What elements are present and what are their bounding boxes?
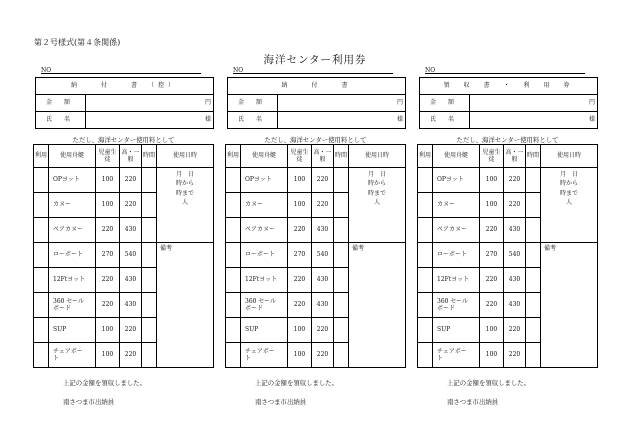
boat-name: 360 セール ボード: [241, 293, 288, 318]
name-label: 氏 名: [36, 112, 86, 129]
child-fee: 220: [288, 268, 312, 293]
receipt-panel-3: [417, 66, 598, 406]
page-title: 海洋センター利用券: [263, 54, 367, 66]
boat-name: SUP: [241, 318, 288, 343]
hours-cell[interactable]: [334, 268, 349, 293]
boat-name: ペアカヌー: [433, 218, 480, 243]
adult-fee: 430: [504, 268, 526, 293]
adult-fee: 220: [504, 318, 526, 343]
no-label: NO: [425, 67, 436, 74]
received-statement: 上記の金額を領収しました。: [63, 379, 147, 387]
hours-cell[interactable]: [142, 243, 157, 268]
col-use: 利用: [34, 145, 49, 168]
use-check-cell[interactable]: [418, 193, 433, 218]
child-fee: 220: [288, 293, 312, 318]
no-label: NO: [41, 67, 52, 74]
name-field[interactable]: 様: [470, 112, 598, 129]
child-fee: 100: [480, 318, 504, 343]
use-check-cell[interactable]: [34, 293, 49, 318]
fee-table: [417, 144, 598, 368]
use-check-cell[interactable]: [34, 318, 49, 343]
col-datetime: 使用日時: [541, 145, 598, 168]
amount-field[interactable]: 円: [278, 95, 406, 112]
adult-fee: 430: [312, 293, 334, 318]
child-fee: 220: [288, 218, 312, 243]
adult-fee: 220: [504, 343, 526, 368]
child-fee: 100: [480, 343, 504, 368]
name-field[interactable]: 様: [278, 112, 406, 129]
child-fee: 220: [480, 293, 504, 318]
boat-name: カヌー: [49, 193, 96, 218]
use-check-cell[interactable]: [226, 268, 241, 293]
received-statement: 上記の金額を領収しました。: [255, 379, 339, 387]
use-check-cell[interactable]: [226, 193, 241, 218]
child-fee: 100: [96, 343, 120, 368]
adult-fee: 220: [312, 318, 334, 343]
boat-name: OPヨット: [241, 168, 288, 193]
col-boat: 使用舟艇: [49, 145, 96, 168]
col-time: 時間: [334, 145, 349, 168]
table-row: [226, 168, 406, 193]
use-check-cell[interactable]: [418, 168, 433, 193]
use-check-cell[interactable]: [226, 243, 241, 268]
header-table: [227, 77, 406, 129]
child-fee: 100: [480, 193, 504, 218]
adult-fee: 430: [312, 268, 334, 293]
child-fee: 100: [480, 168, 504, 193]
boat-name: ローボート: [241, 243, 288, 268]
hours-cell[interactable]: [334, 218, 349, 243]
hours-cell[interactable]: [526, 343, 541, 368]
boat-name: OPヨット: [433, 168, 480, 193]
received-statement: 上記の金額を領収しました。: [447, 379, 531, 387]
adult-fee: 220: [120, 343, 142, 368]
form-code: 第２号様式(第４条関係): [34, 38, 121, 47]
treasurer-label: 南さつま市出納員: [255, 398, 307, 406]
header-table: [35, 77, 214, 129]
use-check-cell[interactable]: [34, 343, 49, 368]
adult-fee: 430: [120, 268, 142, 293]
col-use: 利用: [418, 145, 433, 168]
hours-cell[interactable]: [334, 193, 349, 218]
adult-fee: 430: [312, 218, 334, 243]
table-row: [226, 243, 406, 268]
treasurer-label: 南さつま市出納員: [447, 398, 499, 406]
col-adult: 高・一般: [312, 145, 334, 168]
fee-table: [33, 144, 214, 368]
col-child: 児童生徒: [480, 145, 504, 168]
child-fee: 100: [288, 343, 312, 368]
boat-name: カヌー: [433, 193, 480, 218]
col-datetime: 使用日時: [349, 145, 406, 168]
child-fee: 220: [480, 268, 504, 293]
hours-cell[interactable]: [334, 293, 349, 318]
name-field[interactable]: 様: [86, 112, 214, 129]
col-adult: 高・一般: [120, 145, 142, 168]
adult-fee: 220: [312, 343, 334, 368]
remarks-cell[interactable]: 備考: [157, 243, 214, 368]
use-check-cell[interactable]: [226, 168, 241, 193]
col-time: 時間: [142, 145, 157, 168]
adult-fee: 430: [120, 293, 142, 318]
child-fee: 100: [96, 318, 120, 343]
usage-note: ただし、海洋センター使用料として: [264, 136, 367, 144]
boat-name: チェアボー ト: [49, 343, 96, 368]
boat-name: カヌー: [241, 193, 288, 218]
use-check-cell[interactable]: [34, 218, 49, 243]
hours-cell[interactable]: [142, 293, 157, 318]
adult-fee: 430: [504, 293, 526, 318]
hours-cell[interactable]: [526, 293, 541, 318]
child-fee: 220: [96, 218, 120, 243]
amount-label: 金 額: [228, 95, 278, 112]
adult-fee: 220: [120, 318, 142, 343]
use-check-cell[interactable]: [226, 343, 241, 368]
name-label: 氏 名: [228, 112, 278, 129]
boat-name: ペアカヌー: [49, 218, 96, 243]
no-label: NO: [233, 67, 244, 74]
hours-cell[interactable]: [526, 218, 541, 243]
child-fee: 100: [288, 193, 312, 218]
no-line: [233, 73, 393, 74]
boat-name: SUP: [49, 318, 96, 343]
hours-cell[interactable]: [526, 243, 541, 268]
child-fee: 100: [288, 318, 312, 343]
child-fee: 100: [96, 193, 120, 218]
boat-name: ローボート: [49, 243, 96, 268]
use-check-cell[interactable]: [34, 168, 49, 193]
use-check-cell[interactable]: [418, 318, 433, 343]
col-time: 時間: [526, 145, 541, 168]
datetime-cell[interactable]: 月 日 時から 時まで 人: [157, 168, 214, 243]
usage-note: ただし、海洋センター使用料として: [456, 136, 559, 144]
adult-fee: 220: [120, 193, 142, 218]
hours-cell[interactable]: [142, 168, 157, 193]
hours-cell[interactable]: [142, 218, 157, 243]
child-fee: 270: [288, 243, 312, 268]
hours-cell[interactable]: [142, 343, 157, 368]
no-line: [41, 73, 201, 74]
boat-name: ペアカヌー: [241, 218, 288, 243]
no-line: [425, 73, 585, 74]
panel-heading: 納 付 書: [228, 78, 406, 95]
hours-cell[interactable]: [334, 343, 349, 368]
child-fee: 220: [96, 268, 120, 293]
panel-heading: 納 付 書 （控）: [36, 78, 214, 95]
adult-fee: 220: [504, 193, 526, 218]
boat-name: チェアボー ト: [241, 343, 288, 368]
adult-fee: 220: [312, 168, 334, 193]
col-datetime: 使用日時: [157, 145, 214, 168]
hours-cell[interactable]: [142, 318, 157, 343]
hours-cell[interactable]: [334, 318, 349, 343]
boat-name: OPヨット: [49, 168, 96, 193]
name-label: 氏 名: [420, 112, 470, 129]
use-check-cell[interactable]: [418, 343, 433, 368]
adult-fee: 540: [312, 243, 334, 268]
boat-name: 12Ftヨット: [49, 268, 96, 293]
remarks-cell[interactable]: 備考: [541, 243, 598, 368]
use-check-cell[interactable]: [226, 293, 241, 318]
use-check-cell[interactable]: [418, 268, 433, 293]
boat-name: 360 セール ボード: [49, 293, 96, 318]
table-row: [418, 168, 598, 193]
receipt-panel-2: [225, 66, 406, 406]
datetime-cell[interactable]: 月 日 時から 時まで 人: [541, 168, 598, 243]
child-fee: 100: [96, 168, 120, 193]
remarks-cell[interactable]: 備考: [349, 243, 406, 368]
col-adult: 高・一般: [504, 145, 526, 168]
adult-fee: 540: [120, 243, 142, 268]
amount-field[interactable]: 円: [86, 95, 214, 112]
boat-name: ローボート: [433, 243, 480, 268]
col-use: 利用: [226, 145, 241, 168]
use-check-cell[interactable]: [418, 218, 433, 243]
table-row: [418, 243, 598, 268]
header-table: [419, 77, 598, 129]
use-check-cell[interactable]: [34, 243, 49, 268]
col-boat: 使用舟艇: [433, 145, 480, 168]
boat-name: 12Ftヨット: [433, 268, 480, 293]
hours-cell[interactable]: [142, 268, 157, 293]
adult-fee: 430: [120, 218, 142, 243]
table-row: [34, 168, 214, 193]
boat-name: チェアボー ト: [433, 343, 480, 368]
hours-cell[interactable]: [142, 193, 157, 218]
use-check-cell[interactable]: [226, 218, 241, 243]
hours-cell[interactable]: [526, 318, 541, 343]
child-fee: 270: [96, 243, 120, 268]
adult-fee: 220: [504, 168, 526, 193]
adult-fee: 220: [120, 168, 142, 193]
datetime-cell[interactable]: 月 日 時から 時まで 人: [349, 168, 406, 243]
use-check-cell[interactable]: [418, 243, 433, 268]
child-fee: 100: [288, 168, 312, 193]
use-check-cell[interactable]: [226, 318, 241, 343]
child-fee: 270: [480, 243, 504, 268]
hours-cell[interactable]: [526, 168, 541, 193]
amount-field[interactable]: 円: [470, 95, 598, 112]
hours-cell[interactable]: [526, 268, 541, 293]
panel-heading: 領 収 書 ・ 利 用 券: [420, 78, 598, 95]
amount-label: 金 額: [420, 95, 470, 112]
boat-name: 360 セール ボード: [433, 293, 480, 318]
use-check-cell[interactable]: [34, 193, 49, 218]
hours-cell[interactable]: [334, 243, 349, 268]
treasurer-label: 南さつま市出納員: [63, 398, 115, 406]
receipt-panel-1: [33, 66, 214, 406]
boat-name: 12Ftヨット: [241, 268, 288, 293]
table-row: [34, 243, 214, 268]
col-child: 児童生徒: [96, 145, 120, 168]
adult-fee: 540: [504, 243, 526, 268]
boat-name: SUP: [433, 318, 480, 343]
hours-cell[interactable]: [334, 168, 349, 193]
fee-table: [225, 144, 406, 368]
adult-fee: 430: [504, 218, 526, 243]
amount-label: 金 額: [36, 95, 86, 112]
adult-fee: 220: [312, 193, 334, 218]
usage-note: ただし、海洋センター使用料として: [72, 136, 175, 144]
child-fee: 220: [480, 218, 504, 243]
child-fee: 220: [96, 293, 120, 318]
use-check-cell[interactable]: [418, 293, 433, 318]
col-child: 児童生徒: [288, 145, 312, 168]
use-check-cell[interactable]: [34, 268, 49, 293]
hours-cell[interactable]: [526, 193, 541, 218]
col-boat: 使用舟艇: [241, 145, 288, 168]
